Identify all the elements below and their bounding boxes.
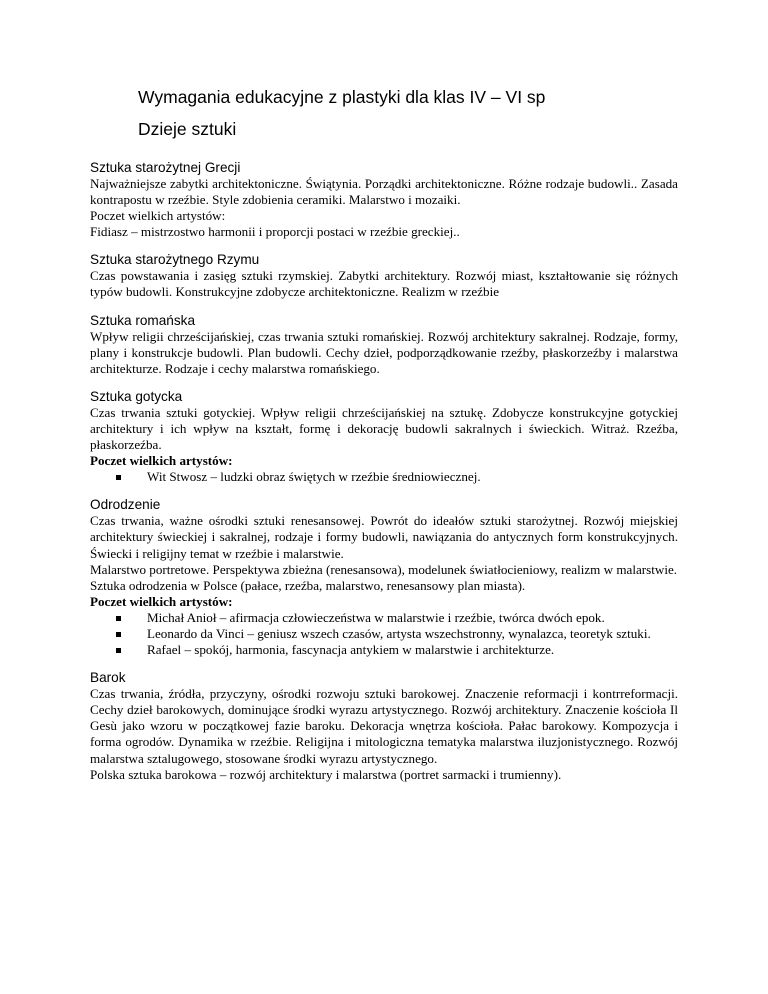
artists-label: Poczet wielkich artystów:	[90, 453, 233, 469]
artists-list	[90, 469, 678, 485]
section-paragraph: Fidiasz – mistrzostwo harmonii i proporcji postaci w rzeźbie greckiej..	[90, 224, 460, 240]
section-paragraph: Czas trwania, ważne ośrodki sztuki renesansowej. Powrót do ideałów sztuki starożytnej. Rozwój miejskiej architektury świeckiej i sakralnej, rodzaje i formy budowli, nawiązania do antycznych form konstrukcyjnych. Świecki i religijny temat w rzeźbie i malarstwie.	[90, 513, 678, 561]
list-item-text: Rafael – spokój, harmonia, fascynacja antykiem w malarstwie i architekturze.	[147, 642, 555, 658]
section-paragraph: Sztuka odrodzenia w Polsce (pałace, rzeźba, malarstwo, renesansowy plan miasta).	[90, 577, 526, 593]
section-paragraph: Malarstwo portretowe. Perspektywa zbieżna (renesansowa), modelunek światłocieniowy, realizm w malarstwie.	[90, 561, 678, 577]
section-baroque	[90, 670, 678, 783]
list-item	[90, 642, 678, 658]
section-heading: Odrodzenie	[90, 497, 161, 513]
section-greece	[90, 160, 678, 240]
document-title: Wymagania edukacyjne z plastyki dla klas IV – VI sp	[138, 87, 546, 107]
section-renaissance	[90, 497, 678, 658]
section-paragraph: Polska sztuka barokowa – rozwój architektury i malarstwa (portret sarmacki i trumienny).	[90, 766, 562, 782]
list-item-text: Michał Anioł – afirmacja człowieczeństwa w malarstwie i rzeźbie, twórca dwóch epok.	[147, 609, 605, 625]
artists-label: Poczet wielkich artystów:	[90, 593, 233, 609]
section-heading: Sztuka romańska	[90, 312, 196, 328]
section-gothic	[90, 389, 678, 485]
list-item	[90, 626, 678, 642]
section-paragraph: Czas trwania, źródła, przyczyny, ośrodki rozwoju sztuki barokowej. Znaczenie reformacji i kontrreformacji. Cechy dzieł barokowych, dominujące środki wyrazu artystycznego. Rozwój architektury. Znaczenie kościoła Il Gesù jako wzoru w początkowej fazie baroku. Dekoracja wnętrza kościoła. Pałac barokowy. Kompozycja i forma ogrodów. Dynamika w rzeźbie. Religijna i mitologiczna tematyka malarstwa iluzjonistycznego. Rozwój malarstwa sztalugowego, stosowane środki wyrazu artystycznego.	[90, 686, 678, 766]
section-paragraph: Najważniejsze zabytki architektoniczne. Świątynia. Porządki architektoniczne. Różne rodzaje budowli.. Zasada kontrapostu w rzeźbie. Style zdobienia ceramiki. Malarstwo i mozaiki.	[90, 176, 678, 208]
list-item-text: Leonardo da Vinci – geniusz wszech czasów, artysta wszechstronny, wynalazca, teoretyk sztuki.	[147, 625, 651, 641]
square-bullet-icon	[116, 632, 121, 637]
section-romanesque	[90, 313, 678, 377]
section-paragraph: Czas trwania sztuki gotyckiej. Wpływ religii chrześcijańskiej na sztukę. Zdobycze konstrukcyjne gotyckiej architektury i ich wpływ na kształt, formę i dekorację budowli sakralnych i świeckich. Witraż. Rzeźba, płaskorzeźba.	[90, 404, 678, 453]
list-item	[90, 610, 678, 626]
section-paragraph: Poczet wielkich artystów:	[90, 208, 226, 224]
square-bullet-icon	[116, 616, 121, 621]
list-item-text: Wit Stwosz – ludzki obraz świętych w rzeźbie średniowiecznej.	[147, 469, 481, 485]
section-heading: Sztuka starożytnego Rzymu	[90, 252, 260, 268]
section-heading: Barok	[90, 670, 126, 686]
section-rome	[90, 252, 678, 300]
square-bullet-icon	[116, 648, 121, 653]
section-heading: Sztuka gotycka	[90, 388, 183, 404]
document-subtitle: Dzieje sztuki	[138, 119, 237, 139]
list-item	[90, 469, 678, 485]
section-paragraph: Czas powstawania i zasięg sztuki rzymskiej. Zabytki architektury. Rozwój miast, kształtowanie się różnych typów budowli. Konstrukcyjne zdobycze architektoniczne. Realizm w rzeźbie	[90, 268, 678, 300]
artists-list	[90, 610, 678, 658]
section-paragraph: Wpływ religii chrześcijańskiej, czas trwania sztuki romańskiej. Rozwój architektury sakralnej. Rodzaje, formy, plany i konstrukcje budowli. Plan budowli. Cechy dzieł, podporządkowanie rzeźby, płaskorzeźby i malarstwa architekturze. Rodzaje i cechy malarstwa romańskiego.	[90, 328, 678, 376]
section-heading: Sztuka starożytnej Grecji	[90, 160, 241, 175]
document-content	[90, 160, 678, 795]
square-bullet-icon	[116, 475, 121, 480]
